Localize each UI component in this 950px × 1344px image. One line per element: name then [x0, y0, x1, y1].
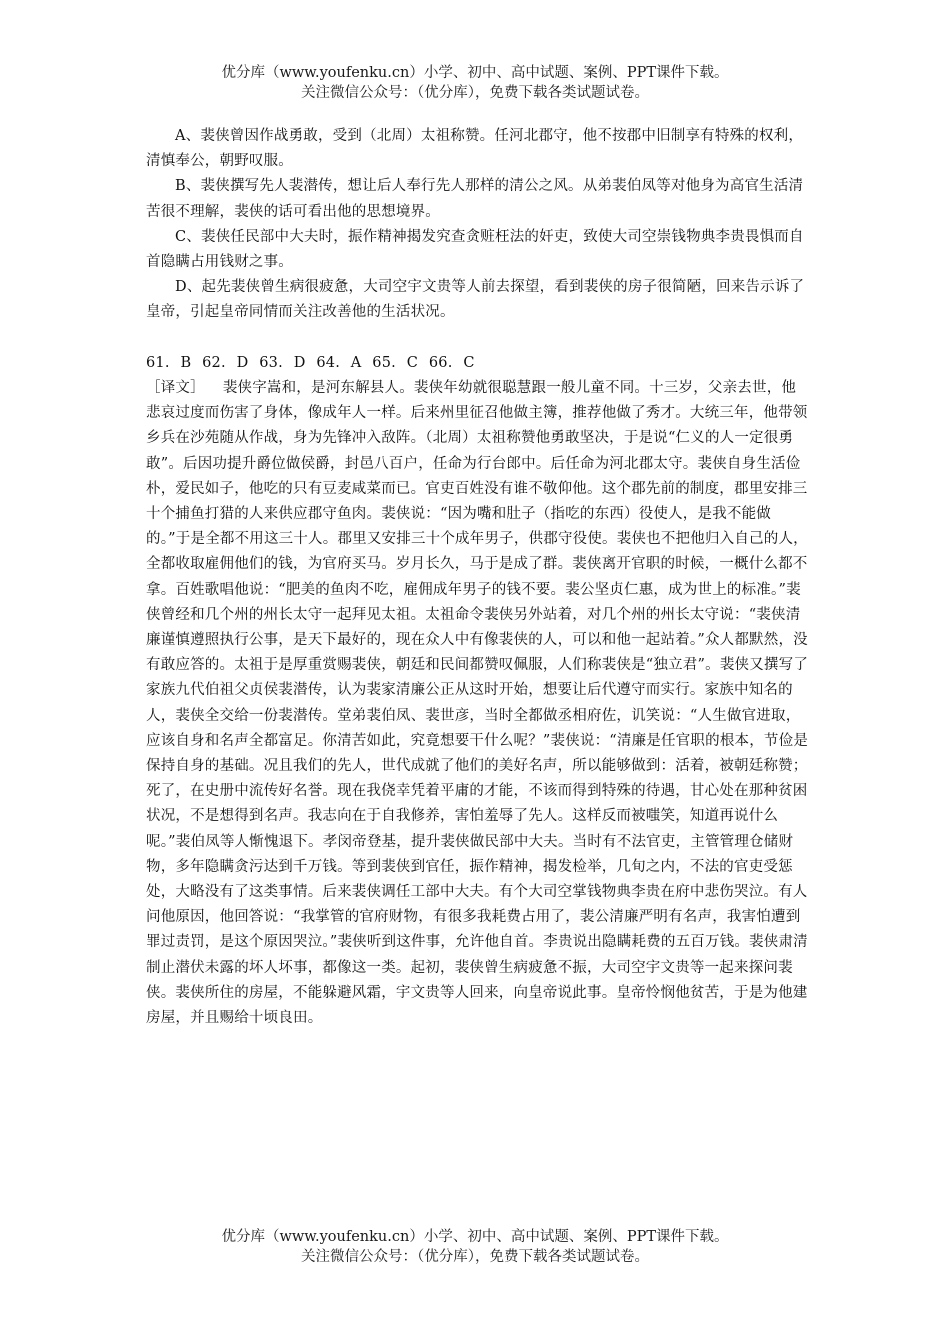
spacer	[146, 326, 810, 351]
option-b: B、裴侠撰写先人裴潜传，想让后人奉行先人那样的清公之风。从弟裴伯凤等对他身为高官生活清苦很不理解，裴侠的话可看出他的思想境界。	[146, 178, 804, 220]
footer-line-2: 关注微信公众号：（优分库），免费下载各类试题试卷。	[301, 1249, 649, 1265]
option-c: C、裴侠任民部中大夫时，振作精神揭发究查贪赃枉法的奸吏，致使大司空崇钱物典李贵畏惧而自首隐瞒占用钱财之事。	[146, 228, 804, 271]
header-line-1: 优分库（www.youfenku.cn）小学、初中、高中试题、案例、PPT课件下载。	[221, 65, 729, 81]
page-footer	[0, 1227, 950, 1267]
footer-line-1: 优分库（www.youfenku.cn）小学、初中、高中试题、案例、PPT课件下载。	[221, 1229, 729, 1245]
page-header	[0, 63, 950, 103]
answer-key: 61. B 62. D 63. D 64. A 65. C 66. C	[146, 354, 475, 371]
header-line-2: 关注微信公众号：（优分库），免费下载各类试题试卷。	[301, 85, 649, 101]
translation-text: 裴侠字嵩和，是河东解县人。裴侠年幼就很聪慧跟一般儿童不同。十三岁，父亲去世，他悲哀过度而伤害了身体，像成年人一样。后来州里征召他做主簿，推荐他做了秀才。大统三年，他带领乡兵在沙苑随从作战，身为先锋冲入敌阵。（北周）太祖称赞他勇敢坚决，于是说“仁义的人一定很勇敢”。后因功提升爵位做侯爵，封邑八百户，任命为行台郎中。后任命为河北郡太守。裴侠自身生活俭朴，爱民如子，他吃的只有豆麦咸菜而已。官吏百姓没有谁不敬仰他。这个郡先前的制度，郡里安排三十个捕鱼打猎的人来供应郡守鱼肉。裴侠说：“因为嘴和肚子（指吃的东西）役使人，是我不能做的。”于是全都不用这三十人。郡里又安排三十个成年男子，供郡守役使。裴侠也不把他归入自己的人，全都收取雇佣他们的钱，为官府买马。岁月长久，马于是成了群。裴侠离开官职的时候，一概什么都不拿。百姓歌唱他说：“肥美的鱼肉不吃，雇佣成年男子的钱不要。裴公坚贞仁惠，成为世上的标准。”裴侠曾经和几个州的州长太守一起拜见太祖。太祖命令裴侠另外站着，对几个州的州长太守说：“裴侠清廉谨慎遵照执行公事，是天下最好的，现在众人中有像裴侠的人，可以和他一起站着。”众人都默然，没有敢应答的。太祖于是厚重赏赐裴侠，朝廷和民间都赞叹佩服，人们称裴侠是“独立君”。裴侠又撰写了家族九代伯祖父贞侯裴潜传，认为裴家清廉公正从这时开始，想要让后代遵守而实行。家族中知名的人，裴侠全交给一份裴潜传。堂弟裴伯凤、裴世彦，当时全都做丞相府佐，讥笑说：“人生做官进取，应该自身和名声全都富足。你清苦如此，究竟想要干什么呢？”裴侠说：“清廉是任官职的根本，节俭是保持自身的基础。况且我们的先人，世代成就了他们的美好名声，所以能够做到：活着，被朝廷称赞；死了，在史册中流传好名誉。现在我侥幸凭着平庸的才能，不该而得到特殊的待遇，甘心处在那种贫困状况，不是想得到名声。我志向在于自我修养，害怕羞辱了先人。这样反而被嗤笑，知道再说什么呢。”裴伯凤等人惭愧退下。孝闵帝登基，提升裴侠做民部中大夫。当时有不法官吏，主管管理仓储财物，多年隐瞒贪污达到千万钱。等到裴侠到官任，振作精神，揭发检举，几旬之内，不法的官吏受惩处，大略没有了这类事情。后来裴侠调任工部中大夫。有个大司空掌钱物典李贵在府中悲伤哭泣。有人问他原因，他回答说：“我掌管的官府财物，有很多我耗费占用了，裴公清廉严明有名声，我害怕遭到罪过责罚，是这个原因哭泣。”裴侠听到这件事，允许他自首。李贵说出隐瞒耗费的五百万钱。裴侠肃清制止潜伏未露的坏人坏事，都像这一类。起初，裴侠曾生病疲惫不振，大司空宇文贵等一起来探问裴侠。裴侠所住的房屋，不能躲避风霜，宇文贵等人回来，向皇帝说此事。皇帝怜悯他贫苦，于是为他建房屋，并且赐给十顷良田。	[146, 380, 809, 1027]
translation-label: ［译文］	[146, 380, 205, 397]
option-a: A、裴侠曾因作战勇敢，受到（北周）太祖称赞。任河北郡守，他不按郡中旧制享有特殊的权利，清慎奉公，朝野叹服。	[146, 128, 804, 170]
translation-paragraph	[146, 376, 810, 1031]
document-body	[146, 124, 810, 1031]
option-d: D、起先裴侠曾生病很疲惫，大司空宇文贵等人前去探望，看到裴侠的房子很简陋，回来告示诉了皇帝，引起皇帝同情而关注改善他的生活状况。	[146, 279, 805, 321]
